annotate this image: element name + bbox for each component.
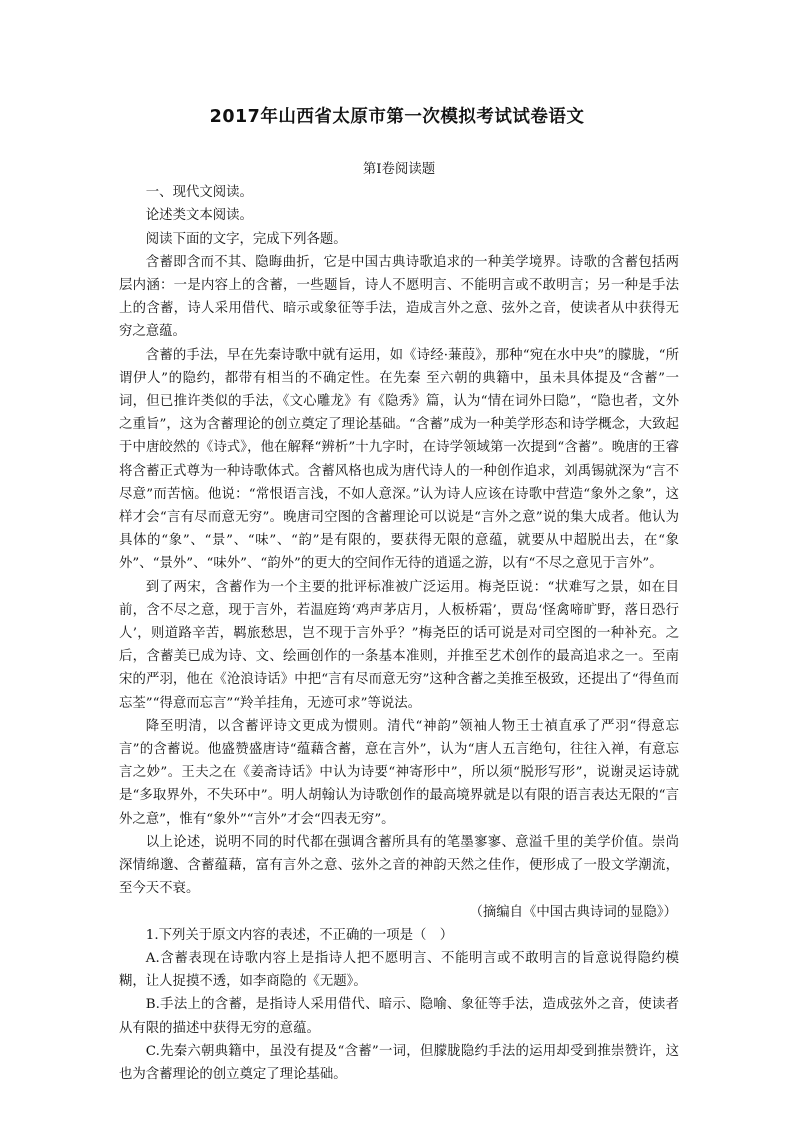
section-heading: 第Ⅰ卷阅读题 — [362, 162, 436, 177]
question-1-stem: 1.下列关于原文内容的表述，不正确的一项是（ ） — [145, 927, 454, 943]
modern-reading-heading: 一、现代文阅读。 — [145, 185, 253, 201]
question-1-option-c: C.先秦六朝典籍中，虽没有提及“含蓄”一词，但朦胧隐约手法的运用却受到推崇赞许，这也为含蓄理论的创立奠定了理论基础。 — [119, 1043, 679, 1082]
document-body — [119, 158, 679, 1086]
passage-source: （摘编自《中国古典诗词的显隐》） — [469, 904, 677, 920]
passage-paragraph-1: 含蓄即含而不其、隐晦曲折，它是中国古典诗歌追求的一种美学境界。诗歌的含蓄包括两层内涵：一是内容上的含蓄，一些题旨，诗人不愿明言、不能明言或不敢明言；另一种是手法上的含蓄，诗人采用借代、暗示或象征等手法，造成言外之意、弦外之音，使读者从中获得无穷之意蕴。 — [119, 254, 679, 340]
question-1-option-b: B.手法上的含蓄，是指诗人采用借代、暗示、隐喻、象征等手法，造成弦外之音，使读者从有限的描述中获得无穷的意蕴。 — [119, 997, 679, 1036]
document-title: 2017年山西省太原市第一次模拟考试试卷语文 — [209, 107, 585, 127]
argumentative-reading-heading: 论述类文本阅读。 — [145, 208, 253, 224]
passage-paragraph-5: 以上论述，说明不同的时代都在强调含蓄所具有的笔墨寥寥、意溢千里的美学价值。崇尚深情绵邈、含蓄蕴藉，富有言外之意、弦外之音的神韵天然之佳作，便形成了一股文学潮流，至今天不衰。 — [119, 834, 679, 897]
question-1-option-a: A.含蓄表现在诗歌内容上是指诗人把不愿明言、不能明言或不敢明言的旨意说得隐约模糊，让人捉摸不透，如李商隐的《无题》。 — [119, 950, 679, 990]
passage-paragraph-3: 到了两宋，含蓄作为一个主要的批评标准被广泛运用。梅尧臣说：“状难写之景，如在目前，含不尽之意，现于言外，若温庭筠‘鸡声茅店月，人板桥霜’，贾岛‘怪禽啼旷野，落日恐行人’，则道路辛苦，羁旅愁思，岂不现于言外乎？”梅尧臣的话可说是对司空图的一种补充。之后，含蓄美已成为诗、文、绘画创作的一条基本准则，并推至艺术创作的最高追求之一。至南宋的严羽，他在《沧浪诗话》中把“言有尽而意无穷”这种含蓄之美推至极致，还提出了“得鱼而忘荃”“得意而忘言”“羚羊挂角，无迹可求”等说法。 — [119, 579, 679, 711]
passage-paragraph-4: 降至明清，以含蓄评诗文更成为惯则。清代“神韵”领袖人物王士禎直承了严羽“得意忘言”的含蓄说。他盛赞盛唐诗“蕴藉含蓄，意在言外”，认为“唐人五言绝句，往往入禅，有意忘言之妙”。王夫之在《姜斋诗话》中认为诗要“神寄形中”，所以须“脱形写形”，说谢灵运诗就是“多取界外，不失环中”。明人胡翰认为诗歌创作的最高境界就是以有限的语言表达无限的“言外之意”，惟有“象外”“言外”才会“四表无穷”。 — [119, 718, 679, 827]
passage-paragraph-2: 含蓄的手法，早在先秦诗歌中就有运用，如《诗经·蒹葭》，那种“宛在水中央”的朦胧，“所谓伊人”的隐约，都带有相当的不确定性。在先秦 至六朝的典籍中，虽未具体提及“含蓄”一词，但已推许类似的手法，《文心雕龙》有《隐秀》篇，认为“情在词外曰隐”，“隐也者，文外之重旨”，这为含蓄理论的创立奠定了理论基础。“含蓄”成为一种美学形态和诗学概念，大致起于中唐皎然的《诗式》，他在解释“辨析”十九字时，在诗学领域第一次提到“含蓄”。晚唐的王睿将含蓄正式尊为一种诗歌体式。含蓄风格也成为唐代诗人的一种创作追求，刘禹锡就深为“言不尽意”而苦恼。他说：“常恨语言浅，不如人意深。”认为诗人应该在诗歌中营造“象外之象”，这样才会“言有尽而意无穷”。晚唐司空图的含蓄理论可以说是“言外之意”说的集大成者。他认为具体的“象”、“景”、“味”、“韵”是有限的，要获得无限的意蕴，就要从中超脱出去，在“象外”、“景外”、“味外”、“韵外”的更大的空间作无待的逍遥之游，以有“不尽之意见于言外”。 — [119, 347, 679, 572]
reading-instruction: 阅读下面的文字，完成下列各题。 — [145, 231, 347, 247]
